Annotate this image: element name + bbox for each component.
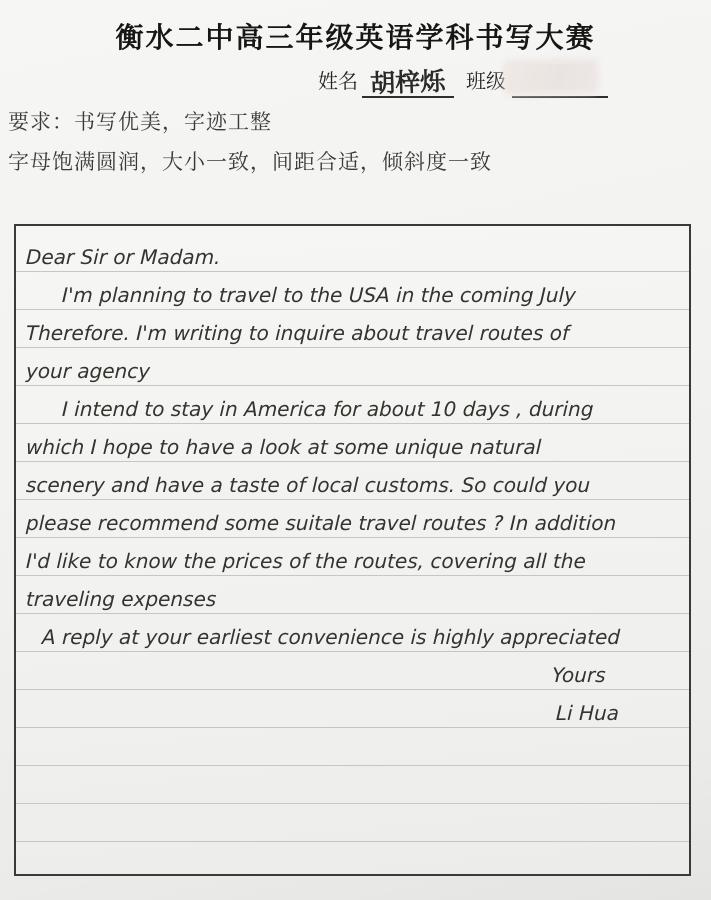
letter-line: please recommend some suitale travel routes ? In addition — [16, 500, 689, 538]
name-underline — [362, 60, 454, 98]
name-label: 姓名 — [318, 69, 358, 93]
letter-line-empty — [16, 804, 689, 842]
letter-signature-yours: Yours — [16, 652, 689, 690]
letter-line-empty — [16, 766, 689, 804]
requirements-line-1: 要求：书写优美，字迹工整 — [8, 110, 272, 134]
letter-line: traveling expenses — [16, 576, 689, 614]
class-censor-blur — [508, 63, 595, 91]
letter-line: I'd like to know the prices of the routes, covering all the — [16, 538, 689, 576]
letter-line: I intend to stay in America for about 10 days , during — [16, 386, 689, 424]
letter-line: which I hope to have a look at some unique natural — [16, 424, 689, 462]
letter-line: Dear Sir or Madam. — [16, 234, 689, 272]
name-class-row — [318, 60, 608, 98]
writing-sheet — [14, 224, 691, 876]
letter-signature-name: Li Hua — [16, 690, 689, 728]
competition-title: 衡水二中高三年级英语学科书写大赛 — [115, 21, 596, 54]
letter-line-empty — [16, 728, 689, 766]
class-label: 班级 — [466, 69, 506, 93]
letter-line: I'm planning to travel to the USA in the coming July — [16, 272, 689, 310]
requirements-line-2: 字母饱满圆润，大小一致，间距合适，倾斜度一致 — [8, 150, 492, 174]
handwritten-name: 胡梓烁 — [370, 66, 447, 99]
letter-line: A reply at your earliest convenience is highly appreciated — [16, 614, 689, 652]
ruled-lines-area — [16, 234, 689, 842]
letter-line: your agency — [16, 348, 689, 386]
letter-line: Therefore. I'm writing to inquire about travel routes of — [16, 310, 689, 348]
letter-line: scenery and have a taste of local customs. So could you — [16, 462, 689, 500]
class-underline — [512, 66, 608, 98]
